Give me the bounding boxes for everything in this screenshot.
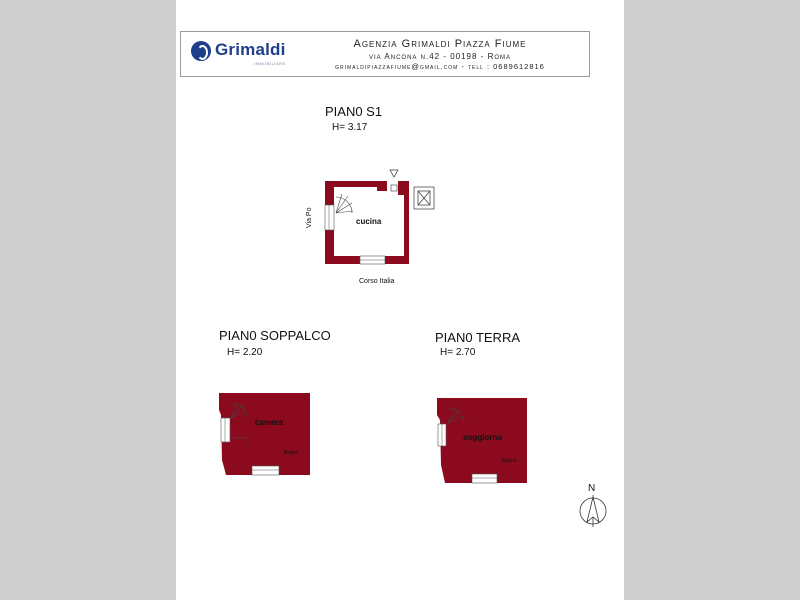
soppalco-title: PIAN0 SOPPALCO — [219, 328, 331, 343]
logo-subtitle: IMMOBILIARE — [254, 61, 286, 66]
agency-address: via Ancona n.42 - 00198 - Roma — [368, 52, 512, 61]
s1-height: H= 3.17 — [332, 122, 368, 133]
terra-title: PIAN0 TERRA — [435, 330, 521, 345]
compass-north-label: N — [588, 483, 596, 494]
s1-wall-corner — [398, 181, 409, 195]
soppalco-room-label: camera — [255, 418, 284, 427]
logo-text: Grimaldi — [215, 40, 286, 59]
north-compass-icon — [580, 495, 606, 527]
via-po-label: Via Po — [306, 207, 313, 228]
s1-title: PIAN0 S1 — [325, 104, 383, 119]
terra-room-label: soggiorno — [463, 433, 503, 442]
s1-door — [391, 185, 397, 191]
s1-room-label: cucina — [356, 217, 382, 226]
agency-contact: grimaldipiazzafiume@gmail.com - tell : 0689612816 — [335, 62, 545, 71]
soppalco-walls — [219, 393, 310, 475]
soppalco-height: H= 2.20 — [227, 347, 263, 358]
s1-window-left — [325, 205, 334, 230]
soppalco-bath-label: Bagno — [284, 450, 299, 456]
agency-name: Agenzia Grimaldi Piazza Fiume — [353, 38, 527, 50]
soppalco-window-left — [221, 418, 230, 442]
entrance-arrow-icon — [390, 170, 398, 177]
terra-bath-label: Bagno — [502, 458, 517, 464]
s1-spiral-stair — [336, 194, 353, 213]
plan-soppalco — [219, 393, 310, 475]
corso-italia-label: Corso Italia — [359, 278, 395, 285]
terra-height: H= 2.70 — [440, 347, 476, 358]
soppalco-window — [252, 466, 279, 475]
s1-elevator — [414, 187, 434, 209]
terra-window — [472, 474, 497, 483]
